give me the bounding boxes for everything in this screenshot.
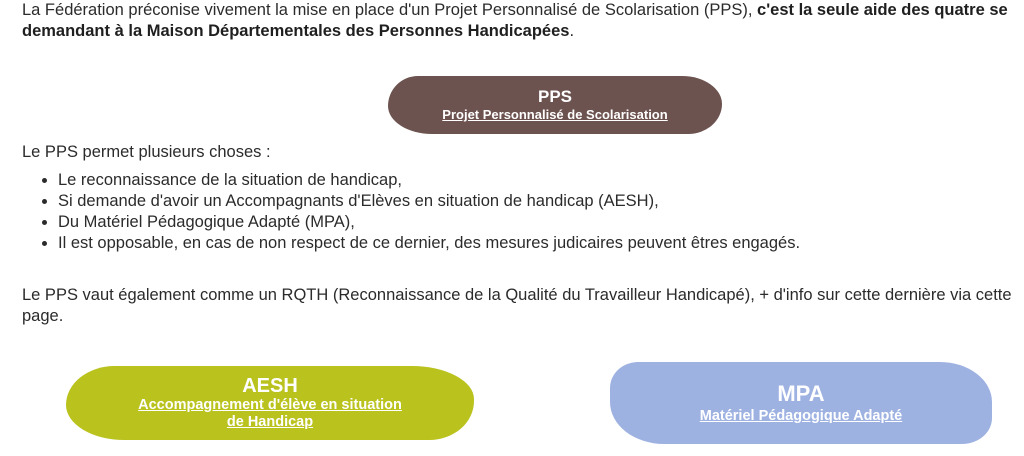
intro-bold-text: c'est la seule aide des quatre se demandant à la Maison Départementales des Personnes Handicapées: [22, 1, 1008, 40]
rqth-paragraph: Le PPS vaut également comme un RQTH (Reconnaissance de la Qualité du Travailleur Handicapé), + d'info sur cette dernière via cette page.: [22, 286, 1012, 325]
aesh-box: [66, 366, 474, 440]
pps-link[interactable]: Projet Personnalisé de Scolarisation: [442, 107, 668, 122]
mpa-box: [610, 362, 992, 444]
mpa-title: MPA: [777, 381, 825, 406]
list-item: • Il est opposable, en cas de non respect de ce dernier, des mesures judicaires peuvent êtres engagés.: [58, 233, 1024, 254]
pps-lead-text: Le PPS permet plusieurs choses :: [22, 143, 271, 161]
mpa-link[interactable]: Matériel Pédagogique Adapté: [699, 408, 903, 424]
aesh-link-line1[interactable]: Accompagnement d'élève en situation: [138, 397, 402, 413]
pps-title: PPS: [537, 87, 573, 106]
list-item: • Le reconnaissance de la situation de handicap,: [58, 170, 1024, 191]
pps-benefits-list: [22, 170, 1024, 254]
pps-box: [388, 76, 722, 134]
intro-end: .: [569, 22, 575, 40]
aesh-link[interactable]: [138, 397, 402, 431]
intro-paragraph: [22, 0, 1022, 42]
intro-text: La Fédération préconise vivement la mise en place d'un Projet Personnalisé de Scolarisation (PPS),: [22, 1, 758, 19]
aesh-link-line2[interactable]: de Handicap: [226, 414, 314, 430]
list-item: • Du Matériel Pédagogique Adapté (MPA),: [58, 212, 1024, 233]
aesh-title: AESH: [242, 375, 298, 397]
list-item: • Si demande d'avoir un Accompagnants d'Elèves en situation de handicap (AESH),: [58, 191, 1024, 212]
